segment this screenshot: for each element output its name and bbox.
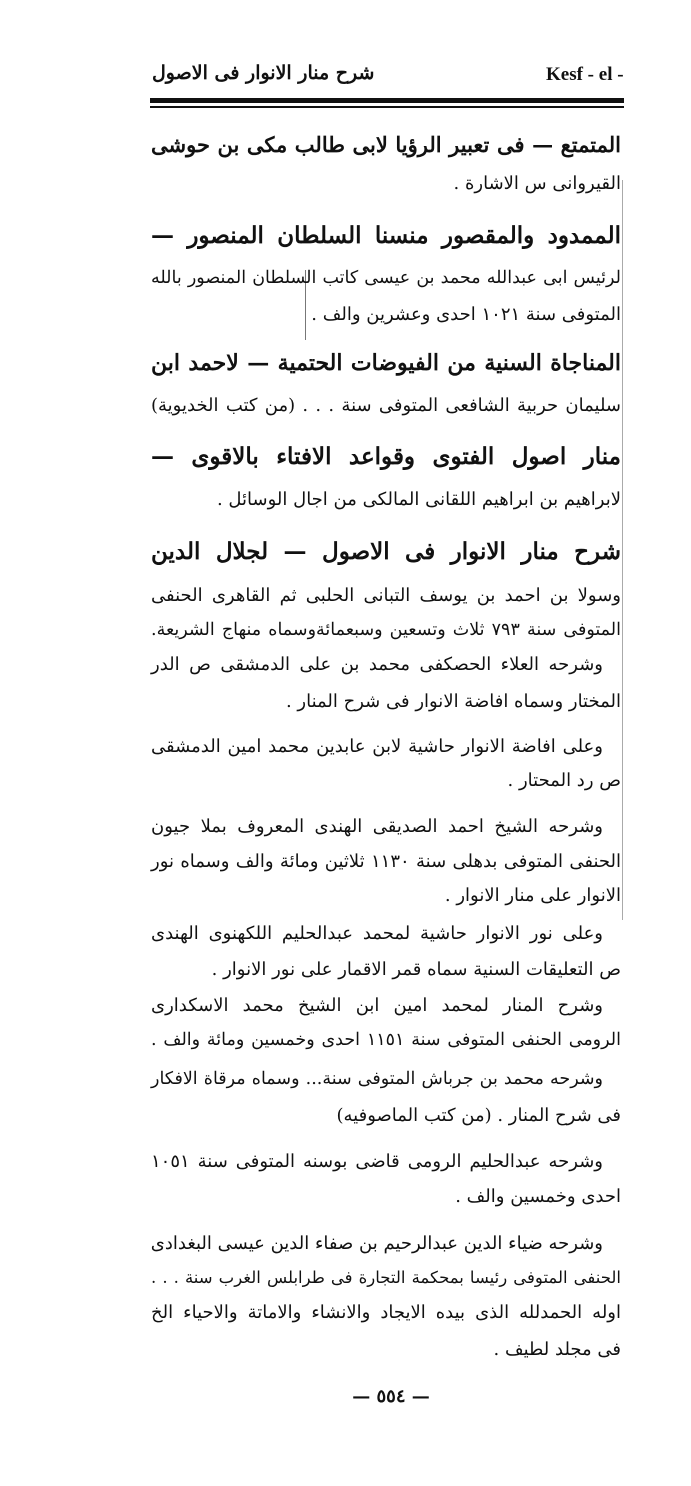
entry-text-line: وشرحه محمد بن جرباش المتوفى سنة... وسماه مرقاة الافكار xyxy=(151,1069,603,1089)
entry-text-line: المتوفى سنة ١٠٢١ احدى وعشرين والف . xyxy=(311,304,621,325)
entry-text-line: سليمان حربية الشافعى المتوفى سنة . . . (من كتب الخديوية) xyxy=(151,395,621,416)
entry-text-line: القيروانى س الاشارة . xyxy=(453,173,621,194)
entry-text-line: الحنفى المتوفى رئيسا بمحكمة التجارة فى طرابلس الغرب سنة . . . xyxy=(151,1268,621,1287)
entry-title-line: المتمتع — فى تعبير الرؤيا لابى طالب مكى بن حوشى xyxy=(151,132,621,157)
entry-text-line: وشرحه عبدالحليم الرومى قاضى بوسنه المتوفى سنة ١٠٥١ xyxy=(151,1151,603,1172)
entry-text-line: وشرحه ضياء الدين عبدالرحيم بن صفاء الدين عيسى البغدادى xyxy=(150,1233,603,1254)
entry-text-line: المتوفى سنة ٧٩٣ ثلاث وتسعين وسبعمائةوسماه منهاج الشريعة. xyxy=(151,620,621,640)
entry-text-line: ص التعليقات السنية سماه قمر الاقمار على نور الانوار . xyxy=(211,959,621,980)
entry-text-line: فى شرح المنار . (من كتب الماصوفيه) xyxy=(336,1105,621,1126)
entry-text-line: المختار وسماه افاضة الانوار فى شرح المنار . xyxy=(285,691,621,712)
entry-text-line: لابراهيم بن ابراهيم اللقانى المالكى من اجال الوسائل . xyxy=(216,489,621,510)
entry-text-line: لرئيس ابى عبدالله محمد بن عيسى كاتب السلطان المنصور بالله xyxy=(151,268,621,288)
book-reference: Kesf - el - xyxy=(546,64,624,85)
entry-title-line: الممدود والمقصور منسنا السلطان المنصور — xyxy=(151,222,621,249)
entry-title-line: شرح منار الانوار فى الاصول — لجلال الدين xyxy=(151,538,621,565)
running-title: شرح منار الانوار فى الاصول xyxy=(152,62,375,84)
entry-text-line: الحنفى المتوفى بدهلى سنة ١١٣٠ ثلاثين ومائة والف وسماه نور xyxy=(151,851,621,872)
header-rule-thin xyxy=(150,106,624,108)
entry-title-line: المناجاة السنية من الفيوضات الحتمية — لاحمد ابن xyxy=(151,350,621,376)
entry-text-line: الانوار على منار الانوار . xyxy=(444,885,621,906)
entry-text-line: وسولا بن احمد بن يوسف التبانى الحلبى ثم القاهرى الحنفى xyxy=(151,585,621,606)
entry-text-line: وعلى نور الانوار حاشية لمحمد عبدالحليم اللكهنوى الهندى xyxy=(151,923,603,944)
entry-text-line: وشرحه العلاء الحصكفى محمد بن على الدمشقى ص الدر xyxy=(151,654,603,675)
entry-text-line: وشرحه الشيخ احمد الصديقى الهندى المعروف بملا جيون xyxy=(151,816,603,837)
entry-text-line: ص رد المحتار . xyxy=(507,770,621,791)
entry-text-line: احدى وخمسين والف . xyxy=(455,1186,621,1207)
scan-fold-line xyxy=(622,180,623,920)
entry-text-line: اوله الحمدلله الذى بيده الايجاد والانشاء والاماتة والاحياء الخ xyxy=(151,1302,621,1323)
entry-text-line: الرومى الحنفى المتوفى سنة ١١٥١ احدى وخمسين ومائة والف . xyxy=(151,1030,621,1050)
page-number: — ٥٥٤ — xyxy=(352,1386,430,1407)
entry-title-line: منار اصول الفتوى وقواعد الافتاء بالاقوى — xyxy=(151,443,621,470)
entry-text-line: وعلى افاضة الانوار حاشية لابن عابدين محمد امين الدمشقى xyxy=(151,736,603,757)
header-rule-thick xyxy=(150,98,624,103)
entry-text-line: وشرح المنار لمحمد امين ابن الشيخ محمد الاسكدارى xyxy=(151,995,603,1016)
entry-text-line: فى مجلد لطيف . xyxy=(493,1339,621,1360)
running-header xyxy=(150,58,624,98)
